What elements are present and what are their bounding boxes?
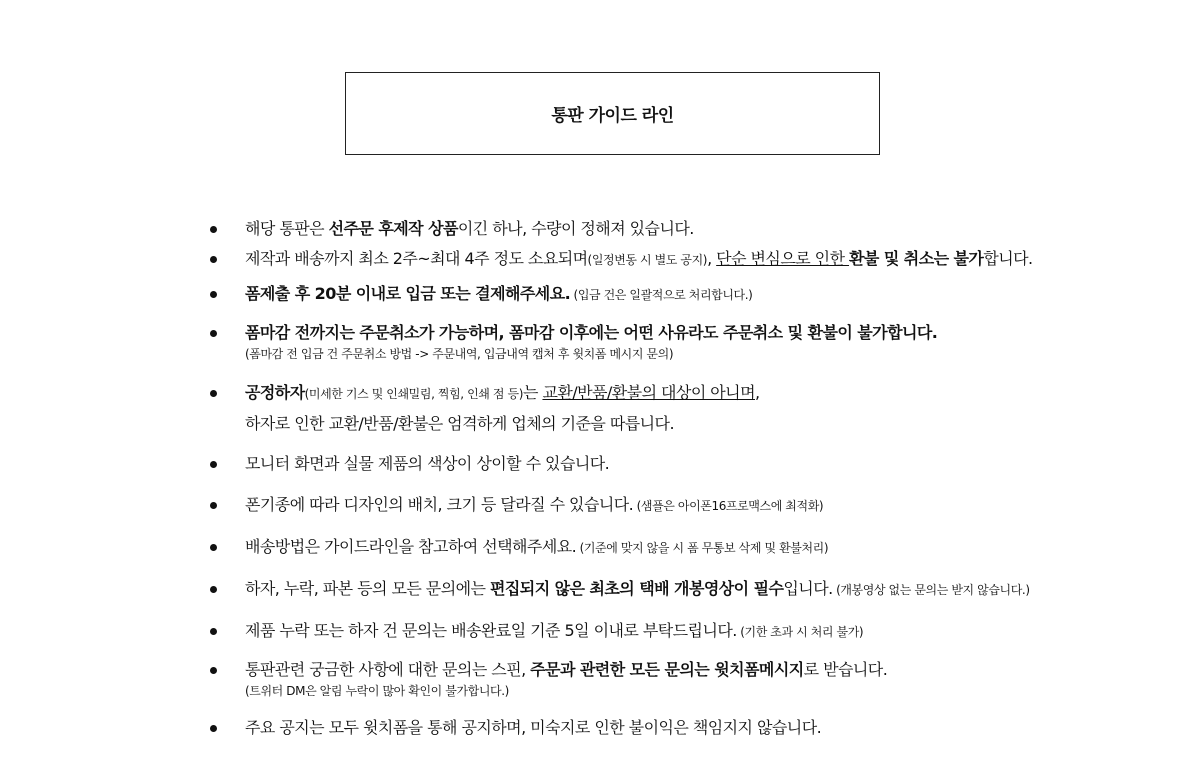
bullet-icon xyxy=(210,586,217,593)
item-note: (트위터 DM은 알림 누락이 많아 확인이 불가합니다.) xyxy=(245,684,509,698)
item-note: (폼마감 전 입금 건 주문취소 방법 -> 주문내역, 입금내역 캡처 후 윗치폼 메시지 문의) xyxy=(245,347,674,361)
bullet-icon xyxy=(210,461,217,468)
item-line: 공정하자(미세한 기스 및 인쇄밀림, 찍힘, 인쇄 점 등)는 교환/반품/환불의 대상이 아니며, xyxy=(245,383,760,402)
item-line: 하자, 누락, 파본 등의 모든 문의에는 편집되지 않은 최초의 택배 개봉영상이 필수입니다. (개봉영상 없는 문의는 받지 않습니다.) xyxy=(245,579,1030,598)
bullet-icon xyxy=(210,544,217,551)
item-line-2: 하자로 인한 교환/반품/환불은 엄격하게 업체의 기준을 따릅니다. xyxy=(245,414,674,433)
page-title: 통판 가이드 라인 xyxy=(551,106,674,126)
item-line: 배송방법은 가이드라인을 참고하여 선택해주세요. (기준에 맞지 않을 시 폼 무통보 삭제 및 환불처리) xyxy=(245,537,829,556)
bullet-icon xyxy=(210,628,217,635)
bullet-icon xyxy=(210,256,217,263)
bullet-icon xyxy=(210,667,217,674)
item-line: 주요 공지는 모두 윗치폼을 통해 공지하며, 미숙지로 인한 불이익은 책임지지 않습니다. xyxy=(245,718,822,737)
bullet-icon xyxy=(210,226,217,233)
item-line: 통판관련 궁금한 사항에 대한 문의는 스핀, 주문과 관련한 모든 문의는 윗치폼메시지로 받습니다. xyxy=(245,660,888,679)
bullet-icon xyxy=(210,330,217,337)
title-box xyxy=(345,72,880,155)
item-line: 폼제출 후 20분 이내로 입금 또는 결제해주세요. (입금 건은 일괄적으로 처리합니다.) xyxy=(245,284,753,303)
item-line: 제품 누락 또는 하자 건 문의는 배송완료일 기준 5일 이내로 부탁드립니다. (기한 초과 시 처리 불가) xyxy=(245,621,864,640)
item-line: 폼마감 전까지는 주문취소가 가능하며, 폼마감 이후에는 어떤 사유라도 주문취소 및 환불이 불가합니다. xyxy=(245,323,938,342)
item-line: 폰기종에 따라 디자인의 배치, 크기 등 달라질 수 있습니다. (샘플은 아이폰16프로맥스에 최적화) xyxy=(245,495,824,514)
item-line: 해당 통판은 선주문 후제작 상품이긴 하나, 수량이 정해져 있습니다. xyxy=(245,219,694,238)
bullet-icon xyxy=(210,725,217,732)
bullet-icon xyxy=(210,390,217,397)
item-line: 모니터 화면과 실물 제품의 색상이 상이할 수 있습니다. xyxy=(245,454,610,473)
item-line: 제작과 배송까지 최소 2주~최대 4주 정도 소요되며(일정변동 시 별도 공지), 단순 변심으로 인한 환불 및 취소는 불가합니다. xyxy=(245,249,1033,268)
bullet-icon xyxy=(210,502,217,509)
bullet-icon xyxy=(210,291,217,298)
